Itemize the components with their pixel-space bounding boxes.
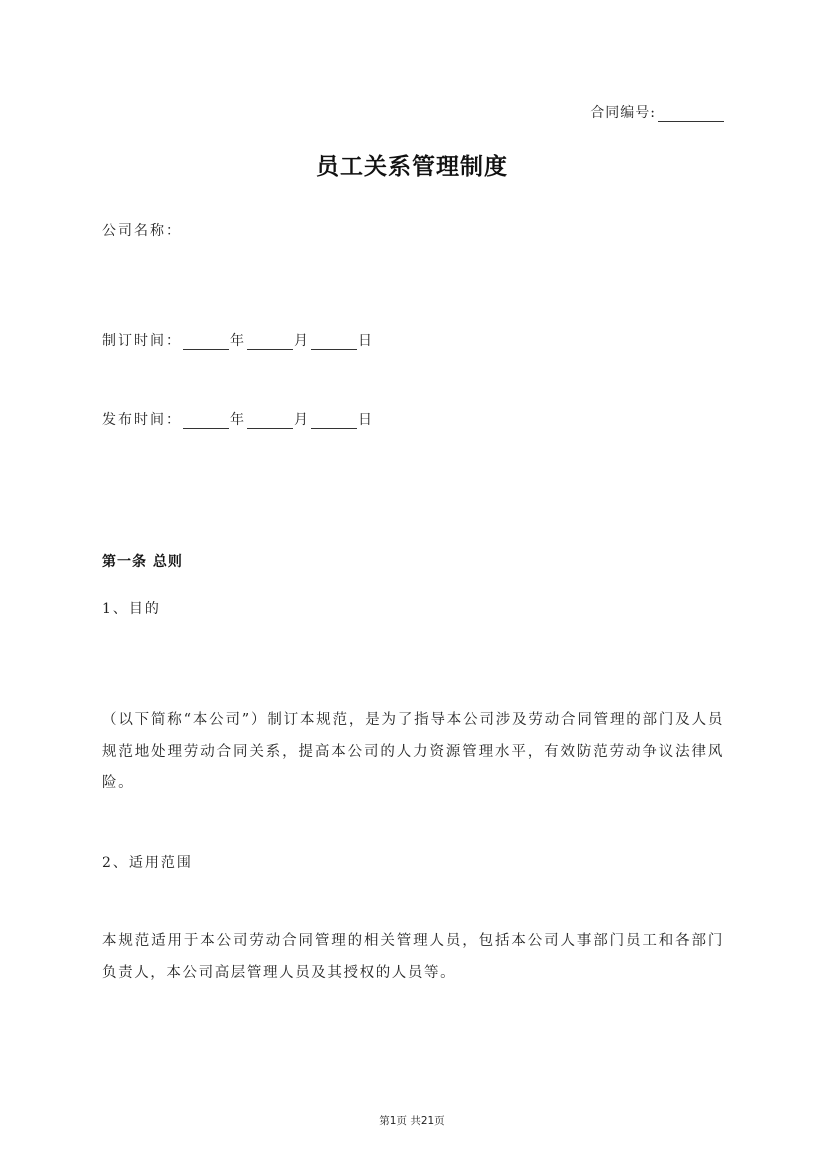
published-date-line <box>102 409 374 429</box>
published-day-unit: 日 <box>358 412 374 428</box>
company-name-line <box>102 220 182 240</box>
contract-number-blank <box>658 107 724 122</box>
drafted-month-blank <box>247 335 293 350</box>
item1-paragraph: （以下简称“本公司”）制订本规范，是为了指导本公司涉及劳动合同管理的部门及人员规范地处理劳动合同关系，提高本公司的人力资源管理水平，有效防范劳动争议法律风险。 <box>102 712 724 791</box>
drafted-year-unit: 年 <box>230 333 246 349</box>
company-name-label: 公司名称： <box>102 223 182 239</box>
published-month-blank <box>247 414 293 429</box>
section-heading: 第一条 总则 <box>102 554 183 570</box>
drafted-date-label: 制订时间： <box>102 333 182 349</box>
contract-number-line <box>590 102 724 122</box>
item2-paragraph: 本规范适用于本公司劳动合同管理的相关管理人员，包括本公司人事部门员工和各部门负责人，本公司高层管理人员及其授权的人员等。 <box>102 933 724 981</box>
published-date-label: 发布时间： <box>102 412 182 428</box>
published-day-blank <box>311 414 357 429</box>
drafted-day-unit: 日 <box>358 333 374 349</box>
drafted-date-line <box>102 330 374 350</box>
published-month-unit: 月 <box>294 412 310 428</box>
document-title: 员工关系管理制度 <box>316 153 508 180</box>
item1-title: 1、目的 <box>102 601 161 617</box>
drafted-day-blank <box>311 335 357 350</box>
published-year-blank <box>183 414 229 429</box>
published-year-unit: 年 <box>230 412 246 428</box>
contract-number-label: 合同编号: <box>590 105 656 121</box>
item2-title: 2、适用范围 <box>102 855 193 871</box>
drafted-month-unit: 月 <box>294 333 310 349</box>
drafted-year-blank <box>183 335 229 350</box>
page-footer: 第1页 共21页 <box>379 1115 445 1127</box>
